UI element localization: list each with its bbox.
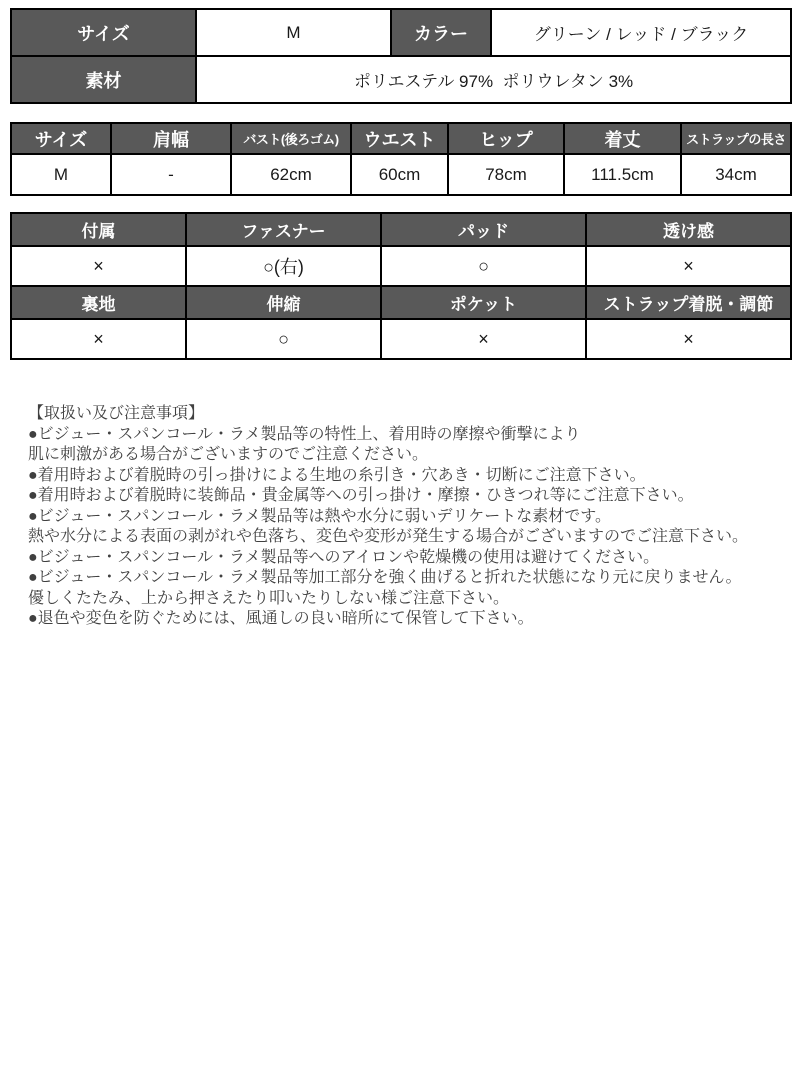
cell-hip: 78cm — [448, 154, 564, 195]
table-header-row — [11, 123, 791, 154]
header-lining: 裏地 — [11, 286, 186, 319]
header-stretch: 伸縮 — [186, 286, 381, 319]
care-note-line: ●ビジュー・スパンコール・ラメ製品等の特性上、着用時の摩擦や衝撃により — [28, 425, 581, 443]
cell-pad: ○ — [381, 246, 586, 286]
cell-sheerness: × — [586, 246, 791, 286]
cell-shoulder: - — [111, 154, 231, 195]
care-note-line: 優しくたたみ、上から押さえたり叩いたりしない様ご注意下さい。 — [28, 589, 509, 607]
size-header-cell: サイズ — [11, 9, 196, 56]
header-accessory: 付属 — [11, 213, 186, 246]
cell-strap-adjust: × — [586, 319, 791, 359]
color-header-cell: カラー — [391, 9, 491, 56]
material-header-cell: 素材 — [11, 56, 196, 103]
material-value-cell: ポリエステル 97% ポリウレタン 3% — [196, 56, 791, 103]
table-row — [11, 9, 791, 56]
cell-lining: × — [11, 319, 186, 359]
cell-stretch: ○ — [186, 319, 381, 359]
care-note-line: ●着用時および着脱時に装飾品・貴金属等への引っ掛け・摩擦・ひきつれ等にご注意下さい。 — [28, 487, 694, 504]
col-header-size: サイズ — [11, 123, 111, 154]
table-value-row — [11, 246, 791, 286]
features-table — [10, 212, 792, 360]
cell-strap: 34cm — [681, 154, 791, 195]
header-pocket: ポケット — [381, 286, 586, 319]
header-pad: パッド — [381, 213, 586, 246]
cell-fastener: ○(右) — [186, 246, 381, 286]
care-note-line: ●ビジュー・スパンコール・ラメ製品等加工部分を強く曲げると折れた状態になり元に戻りません。 — [28, 569, 742, 586]
cell-accessory: × — [11, 246, 186, 286]
care-note-line: 肌に刺激がある場合がございますのでご注意ください。 — [28, 446, 429, 463]
measurements-table — [10, 122, 792, 196]
care-note-line: ●退色や変色を防ぐためには、風通しの良い暗所にて保管して下さい。 — [28, 610, 534, 627]
table-row — [11, 56, 791, 103]
table-value-row — [11, 319, 791, 359]
care-note-line: ●着用時および着脱時の引っ掛けによる生地の糸引き・穴あき・切断にご注意下さい。 — [28, 466, 646, 484]
cell-waist: 60cm — [351, 154, 448, 195]
cell-bust: 62cm — [231, 154, 351, 195]
care-note-line: ●ビジュー・スパンコール・ラメ製品等へのアイロンや乾燥機の使用は避けてください。 — [28, 548, 660, 566]
table-header-row — [11, 213, 791, 246]
cell-length: 111.5cm — [564, 154, 681, 195]
table-value-row — [11, 154, 791, 195]
col-header-waist: ウエスト — [351, 123, 448, 154]
header-strap-adjust: ストラップ着脱・調節 — [586, 286, 791, 319]
color-value-cell: グリーン / レッド / ブラック — [491, 9, 791, 56]
header-fastener: ファスナー — [186, 213, 381, 246]
table-header-row — [11, 286, 791, 319]
care-notes — [28, 404, 788, 630]
care-note-line: 熱や水分による表面の剥がれや色落ち、変色や変形が発生する場合がございますのでご注意下さい。 — [28, 528, 749, 545]
size-color-material-table — [10, 8, 792, 104]
care-note-line: ●ビジュー・スパンコール・ラメ製品等は熱や水分に弱いデリケートな素材です。 — [28, 507, 611, 525]
cell-pocket: × — [381, 319, 586, 359]
col-header-hip: ヒップ — [448, 123, 564, 154]
size-value-cell: M — [196, 9, 391, 56]
col-header-shoulder: 肩幅 — [111, 123, 231, 154]
col-header-strap: ストラップの長さ — [681, 123, 791, 154]
care-notes-title: 【取扱い及び注意事項】 — [28, 405, 205, 422]
col-header-bust: バスト(後ろゴム) — [231, 123, 351, 154]
col-header-length: 着丈 — [564, 123, 681, 154]
header-sheerness: 透け感 — [586, 213, 791, 246]
cell-size: M — [11, 154, 111, 195]
